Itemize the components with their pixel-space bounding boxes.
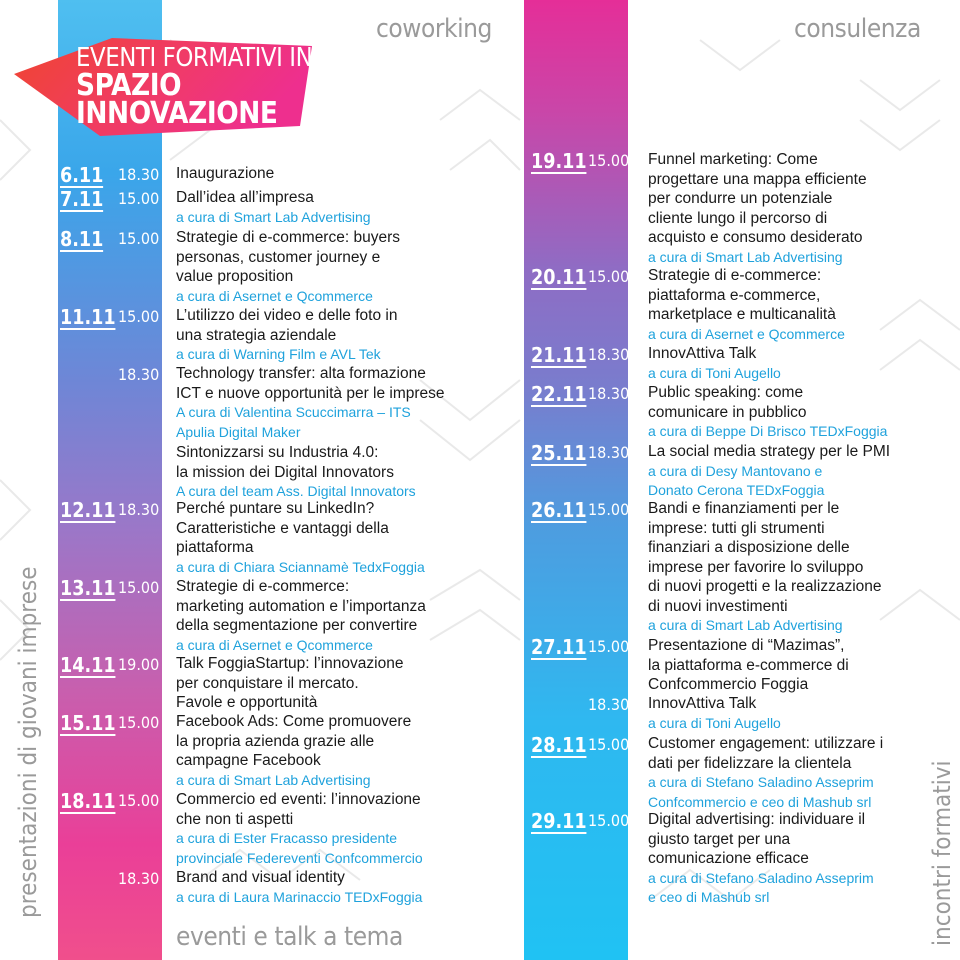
event-item — [176, 868, 422, 907]
event-curator: a cura di Smart Lab Advertising — [648, 617, 843, 633]
page-title — [76, 43, 344, 131]
event-title-line: personas, customer journey e — [176, 248, 381, 266]
event-date: 14.11 — [60, 653, 116, 677]
event-time: 15.00 — [118, 307, 160, 326]
label-eventi-talk: eventi e talk a tema — [176, 922, 403, 952]
event-title-line: marketing automation e l’importanza — [176, 597, 426, 615]
event-title-line: Caratteristiche e vantaggi della — [176, 519, 389, 537]
event-date: 25.11 — [531, 441, 587, 465]
event-title-line: InnovAttiva Talk — [648, 345, 757, 362]
event-title-line: di nuovi progetti e la realizzazione — [648, 578, 882, 595]
event-title-line: Strategie di e-commerce: buyers — [176, 229, 400, 246]
event-title-line: progettare una mappa efficiente — [648, 170, 867, 188]
event-title-line: Dall’idea all’impresa — [176, 189, 314, 206]
event-date: 7.11 — [60, 187, 104, 211]
event-time: 15.00 — [118, 578, 160, 597]
event-curator: a cura di Asernet e Qcommerce — [176, 287, 373, 304]
event-item — [648, 636, 849, 695]
event-title-line: giusto target per una — [648, 830, 791, 848]
event-item — [176, 306, 397, 365]
event-item — [176, 188, 371, 227]
event-title-line: Inaugurazione — [176, 165, 275, 182]
event-title-line: comunicazione efficace — [648, 850, 809, 867]
event-curator: Donato Cerona TEDxFoggia — [648, 482, 825, 498]
event-title-line: Strategie di e-commerce: — [176, 578, 350, 595]
event-time: 15.00 — [588, 735, 630, 754]
event-title-line: la piattaforma e-commerce di — [648, 656, 849, 674]
event-item — [648, 499, 882, 636]
event-title-line: la propria azienda grazie alle — [176, 732, 375, 750]
event-time: 18.30 — [588, 384, 630, 403]
event-date: 19.11 — [531, 149, 587, 173]
event-title-line: finanziari a disposizione delle — [648, 539, 850, 556]
event-item — [648, 442, 890, 501]
event-title-line: una strategia aziendale — [176, 326, 337, 344]
event-title-line: Confcommercio Foggia — [648, 676, 809, 693]
event-time: 15.00 — [118, 189, 160, 208]
event-date: 18.11 — [60, 789, 116, 813]
event-curator: a cura di Beppe Di Brisco TEDxFoggia — [648, 423, 888, 439]
event-title-line: Commercio ed eventi: l’innovazione — [176, 791, 421, 808]
event-item — [176, 228, 400, 306]
event-curator: a cura di Toni Augello — [648, 364, 781, 381]
event-title-line: value proposition — [176, 268, 294, 285]
event-title-line: imprese: tutti gli strumenti — [648, 519, 825, 537]
label-presentazioni: presentazioni di giovani imprese — [14, 566, 42, 918]
event-item — [648, 694, 781, 733]
event-item — [176, 712, 411, 790]
event-title-line: dati per fidelizzare la clientela — [648, 754, 852, 772]
event-item — [648, 383, 887, 442]
event-curator: a cura di Ester Fracasso presidente — [176, 830, 397, 846]
event-title-line: Customer engagement: utilizzare i — [648, 735, 884, 752]
event-title-line: InnovAttiva Talk — [648, 695, 757, 712]
event-time: 15.00 — [588, 500, 630, 519]
event-title-line: la mission dei Digital Innovators — [176, 463, 394, 481]
event-item — [176, 443, 416, 502]
event-title-line: marketplace e multicanalità — [648, 306, 836, 323]
title-line-2: SPAZIO — [76, 68, 182, 103]
left-gradient-bar — [58, 0, 162, 960]
event-item — [648, 266, 845, 344]
event-curator: A cura di Valentina Scuccimarra – ITS — [176, 404, 411, 420]
event-time: 15.00 — [118, 791, 160, 810]
event-curator: a cura di Stefano Saladino Asseprim — [648, 774, 874, 790]
event-item — [176, 164, 274, 184]
event-title-line: per conquistare il mercato. — [176, 674, 359, 692]
event-time: 18.30 — [118, 869, 160, 888]
event-date: 11.11 — [60, 305, 116, 329]
event-date: 27.11 — [531, 635, 587, 659]
event-title-line: che non ti aspetti — [176, 810, 294, 828]
event-curator: a cura di Laura Marinaccio TEDxFoggia — [176, 888, 423, 905]
event-date: 21.11 — [531, 343, 587, 367]
event-item — [648, 810, 874, 908]
event-time: 15.00 — [588, 151, 630, 170]
event-item — [648, 734, 883, 812]
event-title-line: Sintonizzarsi su Industria 4.0: — [176, 444, 379, 461]
event-title-line: Talk FoggiaStartup: l’innovazione — [176, 655, 404, 672]
event-date: 12.11 — [60, 498, 116, 522]
event-title-line: La social media strategy per le PMI — [648, 443, 891, 460]
event-title-line: per condurre un potenziale — [648, 190, 833, 207]
event-title-line: della segmentazione per convertire — [176, 617, 418, 634]
event-date: 20.11 — [531, 265, 587, 289]
event-curator: a cura di Asernet e Qcommerce — [648, 325, 845, 342]
label-coworking: coworking — [376, 14, 492, 44]
event-time: 15.00 — [588, 811, 630, 830]
event-time: 15.00 — [118, 713, 160, 732]
label-incontri: incontri formativi — [928, 760, 956, 946]
event-title-line: Bandi e finanziamenti per le — [648, 500, 840, 517]
event-title-line: Strategie di e-commerce: — [648, 267, 822, 284]
event-time: 18.30 — [118, 165, 160, 184]
event-title-line: Technology transfer: alta formazione — [176, 365, 426, 382]
event-curator: a cura di Toni Augello — [648, 714, 781, 731]
event-item — [648, 150, 867, 267]
event-title-line: imprese per favorire lo sviluppo — [648, 558, 864, 576]
event-date: 6.11 — [60, 163, 104, 187]
event-item — [176, 499, 425, 577]
event-curator: a cura di Stefano Saladino Asseprim — [648, 869, 874, 886]
event-curator: a cura di Smart Lab Advertising — [648, 248, 843, 265]
event-title-line: Brand and visual identity — [176, 869, 345, 886]
event-title-line: Facebook Ads: Come promuovere — [176, 713, 412, 730]
event-title-line: Perché puntare su LinkedIn? — [176, 500, 375, 517]
event-title-line: ICT e nuove opportunità per le imprese — [176, 384, 445, 402]
label-consulenza: consulenza — [794, 14, 921, 44]
event-curator: Apulia Digital Maker — [176, 423, 301, 440]
event-item — [176, 364, 445, 442]
event-title-line: cliente lungo il percorso di — [648, 209, 828, 227]
event-title-line: di nuovi investimenti — [648, 597, 788, 615]
event-curator: a cura di Asernet e Qcommerce — [176, 636, 373, 653]
event-curator: a cura di Warning Film e AVL Tek — [176, 346, 381, 362]
event-time: 15.00 — [588, 637, 630, 656]
event-title-line: Digital advertising: individuare il — [648, 811, 866, 828]
event-item — [176, 790, 423, 868]
event-time: 18.30 — [588, 695, 630, 714]
event-curator: a cura di Smart Lab Advertising — [176, 771, 371, 788]
event-title-line: piattaforma e-commerce, — [648, 286, 821, 304]
event-curator: provinciale Federeventi Confcommercio — [176, 849, 423, 866]
event-title-line: campagne Facebook — [176, 752, 321, 769]
event-time: 15.00 — [588, 267, 630, 286]
event-item — [648, 344, 781, 383]
event-curator: Confcommercio e ceo di Mashub srl — [648, 793, 872, 810]
event-date: 8.11 — [60, 227, 104, 251]
event-title-line: piattaforma — [176, 539, 254, 556]
event-time: 15.00 — [118, 229, 160, 248]
event-time: 18.30 — [118, 365, 160, 384]
event-curator: e ceo di Mashub srl — [648, 889, 770, 905]
event-time: 19.00 — [118, 655, 160, 674]
event-curator: A cura del team Ass. Digital Innovators — [176, 483, 416, 499]
event-time: 18.30 — [588, 345, 630, 364]
event-title-line: Favole e opportunità — [176, 694, 318, 711]
event-date: 22.11 — [531, 382, 587, 406]
event-date: 26.11 — [531, 498, 587, 522]
event-date: 28.11 — [531, 733, 587, 757]
event-item — [176, 577, 426, 655]
event-title-line: L’utilizzo dei video e delle foto in — [176, 307, 398, 324]
event-date: 29.11 — [531, 809, 587, 833]
event-curator: a cura di Chiara Sciannamè TedxFoggia — [176, 558, 425, 575]
title-line-3: INNOVAZIONE — [76, 96, 278, 131]
event-item — [176, 654, 403, 713]
event-time: 18.30 — [588, 443, 630, 462]
title-line-1: EVENTI FORMATIVI IN — [76, 43, 313, 73]
event-title-line: comunicare in pubblico — [648, 403, 807, 421]
event-curator: a cura di Smart Lab Advertising — [176, 208, 371, 225]
event-date: 13.11 — [60, 576, 116, 600]
event-time: 18.30 — [118, 500, 160, 519]
event-curator: a cura di Desy Mantovano e — [648, 462, 823, 479]
event-title-line: acquisto e consumo desiderato — [648, 229, 863, 246]
event-title-line: Presentazione di “Mazimas”, — [648, 637, 845, 654]
event-title-line: Funnel marketing: Come — [648, 151, 818, 168]
event-date: 15.11 — [60, 711, 116, 735]
event-title-line: Public speaking: come — [648, 384, 804, 401]
